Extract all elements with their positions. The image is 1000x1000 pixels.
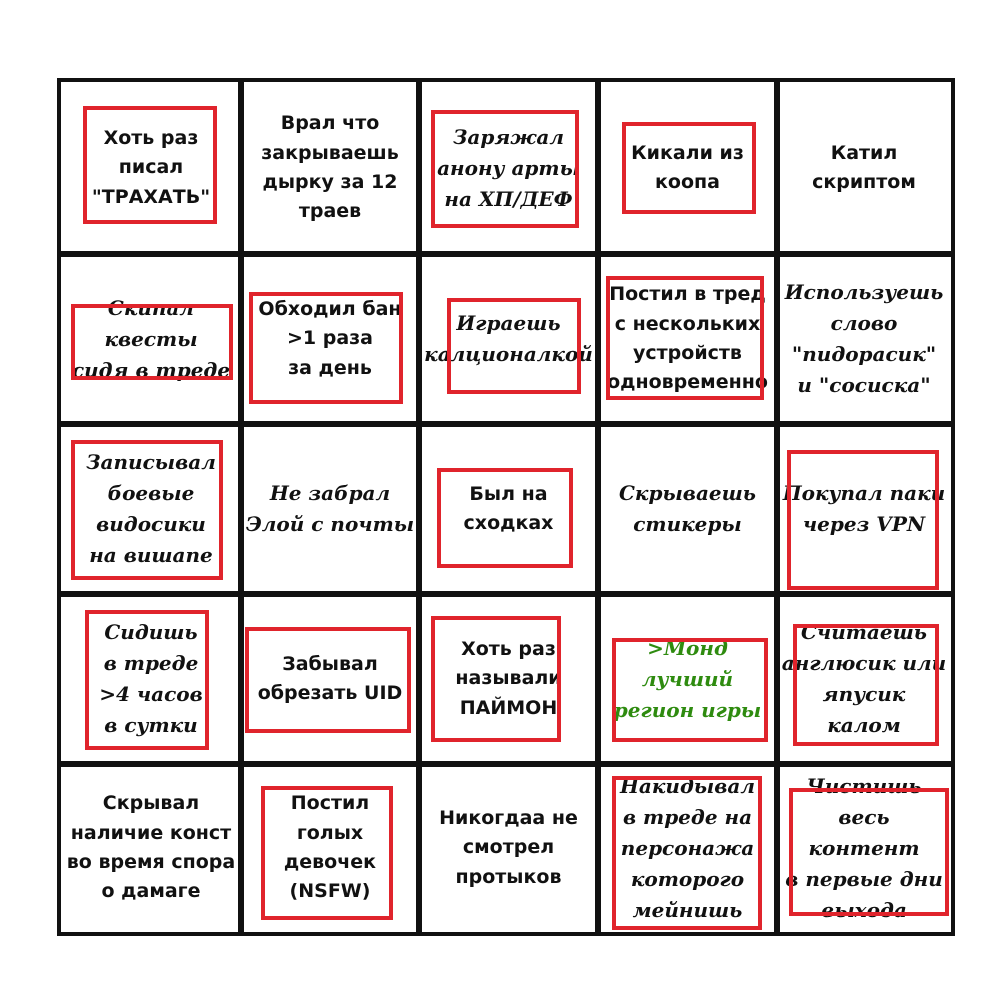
bingo-board bbox=[57, 78, 955, 936]
bingo-cell[interactable] bbox=[777, 254, 951, 424]
cell-text: Записывал боевые видосики на вишапе bbox=[86, 450, 216, 567]
cell-text: >Монд лучший регион игры bbox=[613, 635, 762, 722]
bingo-cell[interactable] bbox=[61, 764, 241, 932]
cell-text: Чистишь весь контент в первые дни выхода bbox=[785, 773, 943, 922]
grid-line-vertical bbox=[416, 82, 422, 932]
bingo-cell[interactable] bbox=[61, 82, 241, 254]
bingo-cell[interactable] bbox=[598, 82, 777, 254]
cell-text: Играешь калционалкой bbox=[424, 311, 593, 366]
cell-text: Накидывал в треде на персонажа которого мейнишь bbox=[620, 773, 755, 922]
grid-line-horizontal bbox=[61, 421, 951, 427]
grid-line-vertical bbox=[774, 82, 780, 932]
bingo-cell[interactable] bbox=[61, 424, 241, 594]
bingo-cell[interactable] bbox=[241, 254, 419, 424]
cell-text: Хоть раз писал "ТРАХАТЬ" bbox=[91, 126, 211, 208]
bingo-cell[interactable] bbox=[777, 82, 951, 254]
grid-line-horizontal bbox=[61, 251, 951, 257]
bingo-cell[interactable] bbox=[777, 594, 951, 764]
bingo-cell[interactable] bbox=[777, 424, 951, 594]
bingo-cell[interactable] bbox=[598, 764, 777, 932]
grid-line-vertical bbox=[238, 82, 244, 932]
cell-text: Хоть раз называли ПАЙМОН bbox=[455, 637, 562, 719]
bingo-cell[interactable] bbox=[241, 594, 419, 764]
cell-text: Кикали из коопа bbox=[631, 141, 744, 193]
cell-text: Забывал обрезать UID bbox=[257, 652, 403, 704]
grid-line-horizontal bbox=[61, 591, 951, 597]
bingo-cell[interactable] bbox=[61, 254, 241, 424]
bingo-cell[interactable] bbox=[241, 764, 419, 932]
bingo-cell[interactable] bbox=[419, 594, 598, 764]
cell-text: Был на сходках bbox=[463, 482, 554, 534]
bingo-cell[interactable] bbox=[777, 764, 951, 932]
grid-line-vertical bbox=[595, 82, 601, 932]
cell-text: Используешь слово "пидорасик" и "сосиска" bbox=[784, 280, 944, 397]
cell-text: Скрывал наличие конст во время спора о дамаге bbox=[66, 792, 236, 903]
cell-text: Постил в тред с нескольких устройств одновременно bbox=[607, 283, 768, 394]
cell-text: Катил скриптом bbox=[812, 141, 916, 193]
bingo-cell[interactable] bbox=[598, 424, 777, 594]
cell-text: Покупал паки через VPN bbox=[782, 481, 946, 536]
bingo-cell[interactable] bbox=[419, 82, 598, 254]
bingo-cell[interactable] bbox=[598, 254, 777, 424]
cell-text: Сидишь в треде >4 часов в сутки bbox=[99, 620, 203, 737]
cell-text: Врал что закрываешь дырку за 12 траев bbox=[261, 112, 399, 223]
bingo-cell[interactable] bbox=[61, 594, 241, 764]
bingo-cell[interactable] bbox=[598, 594, 777, 764]
cell-text: Скрываешь стикеры bbox=[619, 481, 756, 536]
cell-text: Обходил бан >1 раза за день bbox=[258, 297, 402, 379]
bingo-cell[interactable] bbox=[419, 764, 598, 932]
cell-text: Заряжал анону арты на ХП/ДЕФ bbox=[437, 124, 580, 211]
cell-text: Никогдаа не смотрел протыков bbox=[439, 806, 578, 888]
bingo-cell[interactable] bbox=[241, 424, 419, 594]
bingo-cell[interactable] bbox=[419, 424, 598, 594]
bingo-cell[interactable] bbox=[241, 82, 419, 254]
cell-text: Постил голых девочек (NSFW) bbox=[283, 792, 377, 903]
cell-text: Скипал квесты сидя в треде bbox=[71, 295, 231, 382]
grid-line-horizontal bbox=[61, 761, 951, 767]
cell-text: Не забрал Элой с почты bbox=[245, 481, 415, 536]
bingo-cell[interactable] bbox=[419, 254, 598, 424]
cell-text: Считаешь англюсик или япусик калом bbox=[781, 620, 947, 737]
